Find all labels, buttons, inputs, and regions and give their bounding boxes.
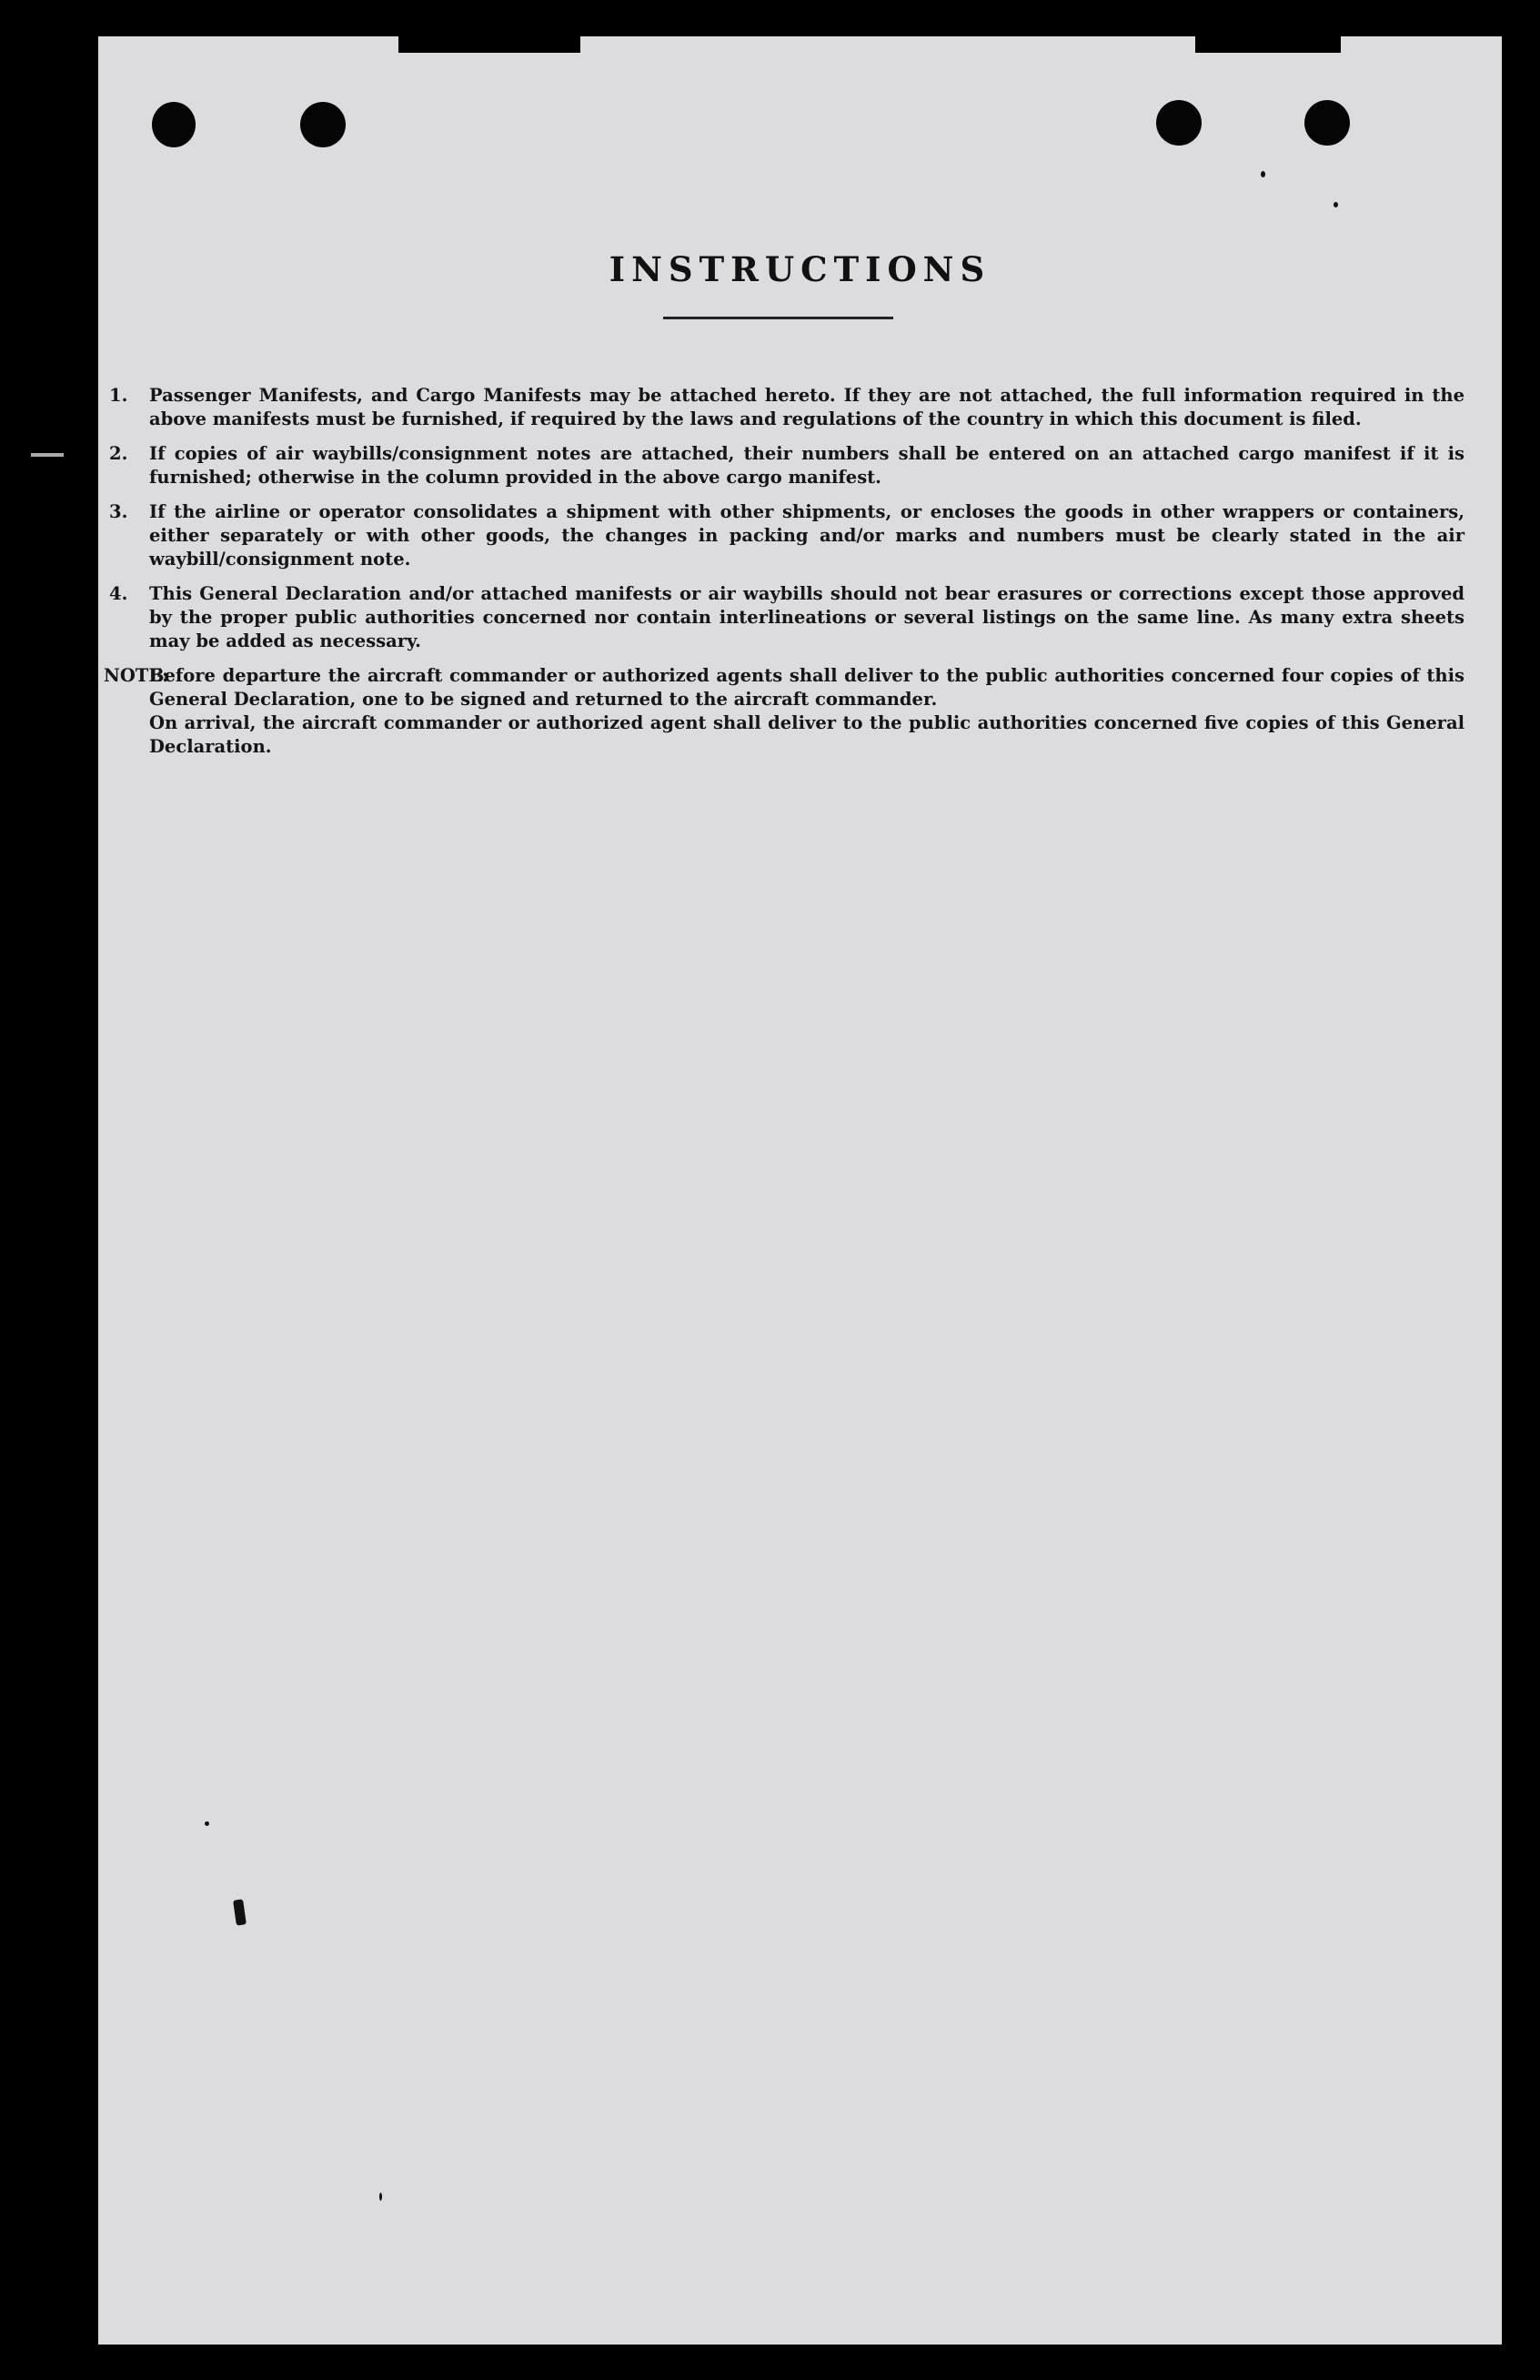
punch-hole-1 [152,102,196,147]
item-number: 3. [109,501,128,522]
ink-speck [205,1821,209,1826]
item-number: 2. [109,443,128,464]
instruction-item [109,384,1465,431]
item-text: Passenger Manifests, and Cargo Manifests may be attached hereto. If they are not attached, the full information required in the above manifests must be furnished, if required by the laws and regulations of the country in which this document is filed. [149,385,1465,429]
punch-hole-4 [1304,100,1350,146]
note-block [104,664,1465,711]
punch-hole-3 [1156,100,1202,146]
instruction-item [109,500,1465,571]
punch-hole-2 [300,102,346,147]
ink-mark [233,1899,247,1925]
item-text: This General Declaration and/or attached manifests or air waybills should not bear erasures or corrections except those approved by the proper public authorities concerned nor contain interlineations or several listings on the same line. As many extra sheets may be added as necessary. [149,583,1465,651]
instruction-item [109,442,1465,489]
item-number: 1. [109,385,128,406]
ink-speck [379,2193,382,2201]
top-tab-left [398,36,580,53]
ink-speck [1334,202,1338,207]
ink-speck [1261,171,1265,177]
item-text: If copies of air waybills/consignment notes are attached, their numbers shall be entered on an attached cargo manifest if it is furnished; otherwise in the column provided in the above cargo manifest. [149,443,1465,488]
edge-mark [31,453,64,457]
title-underline [663,317,893,319]
item-number: 4. [109,583,128,604]
instruction-item [109,582,1465,653]
note-text-departure: Before departure the aircraft commander or authorized agents shall deliver to the public authorities concerned four copies of this General Declaration, one to be signed and returned to the aircraft commander. [149,665,1465,710]
note-label: NOTE: [104,665,169,686]
top-tab-right [1195,36,1341,53]
document-page [98,36,1502,2345]
item-text: If the airline or operator consolidates a shipment with other shipments, or encloses the goods in other wrappers or containers, either separately or with other goods, the changes in packing and/or marks and numbers must be clearly stated in the air waybill/consignment note. [149,501,1465,570]
note-text-arrival: On arrival, the aircraft commander or authorized agent shall deliver to the public authorities concerned five copies of this General Declaration. [149,712,1465,757]
page-title: INSTRUCTIONS [609,249,991,289]
instructions-list [104,384,1465,759]
